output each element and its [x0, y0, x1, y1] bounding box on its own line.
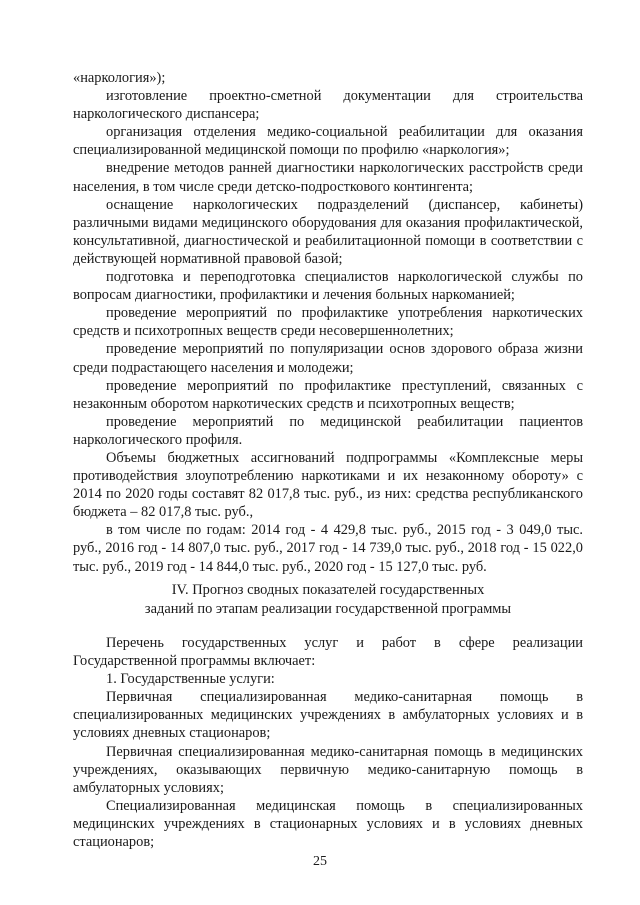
paragraph: проведение мероприятий по профилактике употребления наркотических средств и психотропных веществ среди несовершеннолетних;	[73, 305, 583, 340]
paragraph: проведение мероприятий по медицинской реабилитации пациентов наркологического профиля.	[73, 413, 583, 448]
paragraph: внедрение методов ранней диагностики наркологических расстройств среди населения, в том числе среди детско-подросткового контингента;	[73, 160, 583, 195]
section-heading-line: IV. Прогноз сводных показателей государственных	[171, 582, 485, 598]
paragraph: 1. Государственные услуги:	[106, 671, 275, 688]
paragraph: изготовление проектно-сметной документации для строительства наркологического диспансера;	[73, 88, 583, 123]
paragraph: организация отделения медико-социальной реабилитации для оказания специализированной медицинской помощи по профилю «наркология»;	[73, 124, 583, 159]
paragraph: Объемы бюджетных ассигнований подпрограммы «Комплексные меры противодействия злоупотреблению наркотиками и их незаконному обороту» с 2014 по 2020 годы составят 82 017,8 тыс. руб., из них: средства республиканского бюджета – 82 017,8 тыс. руб.,	[73, 449, 583, 521]
section-heading-line: заданий по этапам реализации государственной программы	[144, 600, 512, 617]
paragraph: в том числе по годам: 2014 год - 4 429,8 тыс. руб., 2015 год - 3 049,0 тыс. руб., 2016 год - 14 807,0 тыс. руб., 2017 год - 14 739,0 тыс. руб., 2018 год - 15 022,0 тыс. руб., 2019 год - 14 844,0 тыс. руб., 2020 год - 15 127,0 тыс. руб.	[73, 522, 583, 575]
paragraph: Специализированная медицинская помощь в специализированных медицинских учреждениях в стационарных условиях и в условиях дневных стационаров;	[73, 797, 583, 851]
paragraph: оснащение наркологических подразделений (диспансер, кабинеты) различными видами медицинского оборудования для оказания профилактической, консультативной, диагностической и реабилитационной помощи в соответствии с действующей нормативной правовой базой;	[73, 196, 583, 267]
paragraph: подготовка и переподготовка специалистов наркологической службы по вопросам диагностики, профилактики и лечения больных наркоманией;	[73, 269, 583, 304]
body-text-top	[73, 69, 583, 576]
body-text-bottom	[73, 634, 583, 851]
page-number: 25	[313, 854, 327, 869]
paragraph: Перечень государственных услуг и работ в сфере реализации Государственной программы включает:	[73, 635, 583, 670]
paragraph: проведение мероприятий по популяризации основ здорового образа жизни среди подрастающего населения и молодежи;	[73, 341, 583, 376]
paragraph: «наркология»);	[73, 70, 166, 86]
section-heading	[73, 581, 583, 618]
paragraph: проведение мероприятий по профилактике преступлений, связанных с незаконным оборотом наркотических средств и психотропных веществ;	[73, 377, 583, 412]
paragraph: Первичная специализированная медико-санитарная помощь в специализированных медицинских учреждениях в амбулаторных условиях и в условиях дневных стационаров;	[73, 689, 583, 742]
paragraph: Первичная специализированная медико-санитарная помощь в медицинских учреждениях, оказывающих первичную медико-санитарную помощь в амбулаторных условиях;	[73, 743, 583, 796]
